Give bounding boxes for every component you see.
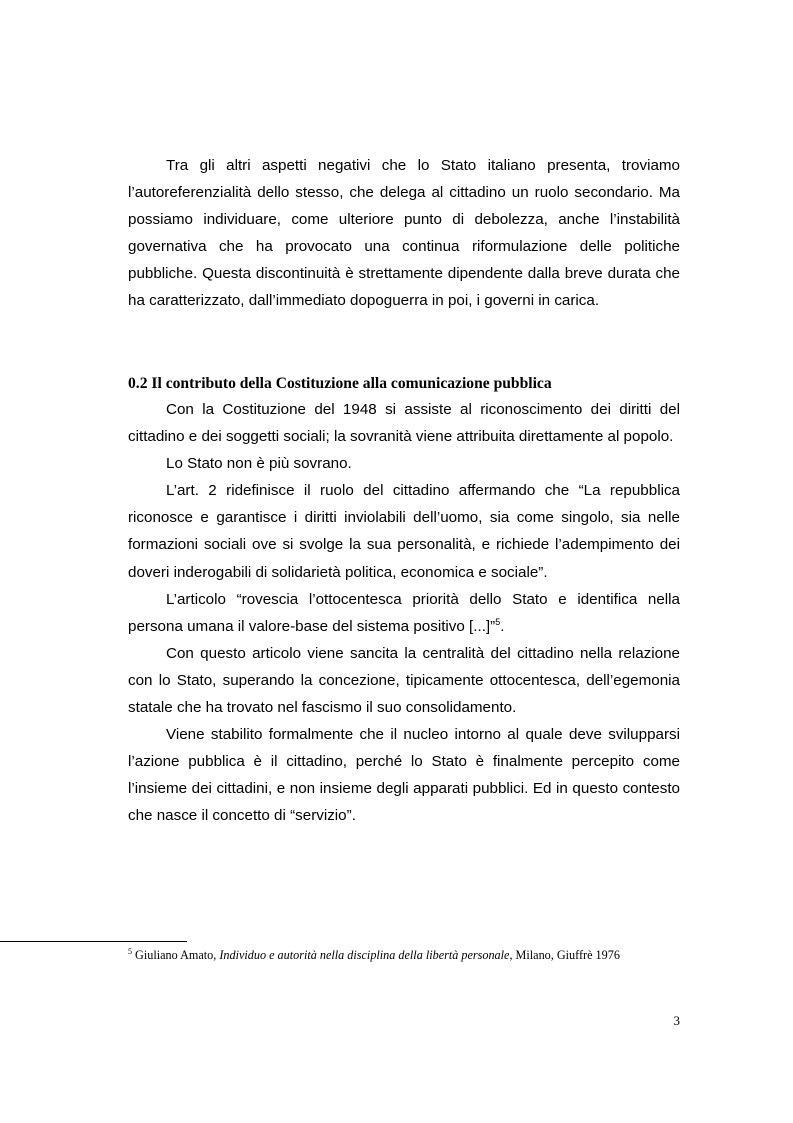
paragraph-articolo-quote bbox=[128, 586, 680, 640]
footnote-number: 5 bbox=[128, 946, 132, 956]
quote-text: L’articolo “rovescia l’ottocentesca priorità dello Stato e identifica nella persona umana il valore-base del sistema positivo [...]” bbox=[128, 590, 680, 635]
paragraph-art-2: L’art. 2 ridefinisce il ruolo del cittadino affermando che “La repubblica riconosce e garantisce i diritti inviolabili dell’uomo, sia come singolo, sia nelle formazioni sociali ove si svolge la sua personalità, e richiede l’adempimento dei doveri inderogabili di solidarietà politica, economica e sociale”. bbox=[128, 482, 680, 581]
paragraph-costituzione: Con la Costituzione del 1948 si assiste al riconoscimento dei diritti del cittadino e dei soggetti sociali; la sovranità viene attribuita direttamente al popolo. bbox=[128, 401, 680, 446]
footnote bbox=[128, 946, 688, 964]
paragraph-centralita: Con questo articolo viene sancita la centralità del cittadino nella relazione con lo Stato, superando la concezione, tipicamente ottocentesca, dell’egemonia statale che ha trovato nel fascismo il suo consolidamento. bbox=[128, 644, 680, 717]
footnote-reference[interactable]: 5 bbox=[495, 616, 501, 627]
footnote-author: Giuliano Amato, bbox=[132, 948, 220, 962]
section-heading: 0.2 Il contributo della Costituzione alla comunicazione pubblica bbox=[128, 375, 552, 392]
page-number: 3 bbox=[673, 1013, 680, 1028]
footnote-publication: , Milano, Giuffrè 1976 bbox=[509, 948, 620, 962]
footnote-divider bbox=[0, 941, 187, 942]
intro-paragraph: Tra gli altri aspetti negativi che lo Stato italiano presenta, troviamo l’autoreferenzialità dello stesso, che delega al cittadino un ruolo secondario. Ma possiamo individuare, come ulteriore punto di debolezza, anche l’instabilità governativa che ha provocato una continua riformulazione delle politiche pubbliche. Questa discontinuità è strettamente dipendente dalla breve durata che ha caratterizzato, dall’immediato dopoguerra in poi, i governi in carica. bbox=[128, 157, 680, 310]
intro-section bbox=[128, 152, 680, 315]
quote-end: . bbox=[500, 617, 505, 635]
footnote-title: Individuo e autorità nella disciplina della libertà personale bbox=[219, 948, 510, 962]
paragraph-servizio: Viene stabilito formalmente che il nucleo intorno al quale deve svilupparsi l’azione pubblica è il cittadino, perché lo Stato è finalmente percepito come l’insieme dei cittadini, e non insieme degli apparati pubblici. Ed in questo contesto che nasce il concetto di “servizio”. bbox=[128, 726, 680, 825]
paragraph-stato-non-sovrano: Lo Stato non è più sovrano. bbox=[166, 455, 352, 473]
section-body bbox=[128, 396, 680, 830]
